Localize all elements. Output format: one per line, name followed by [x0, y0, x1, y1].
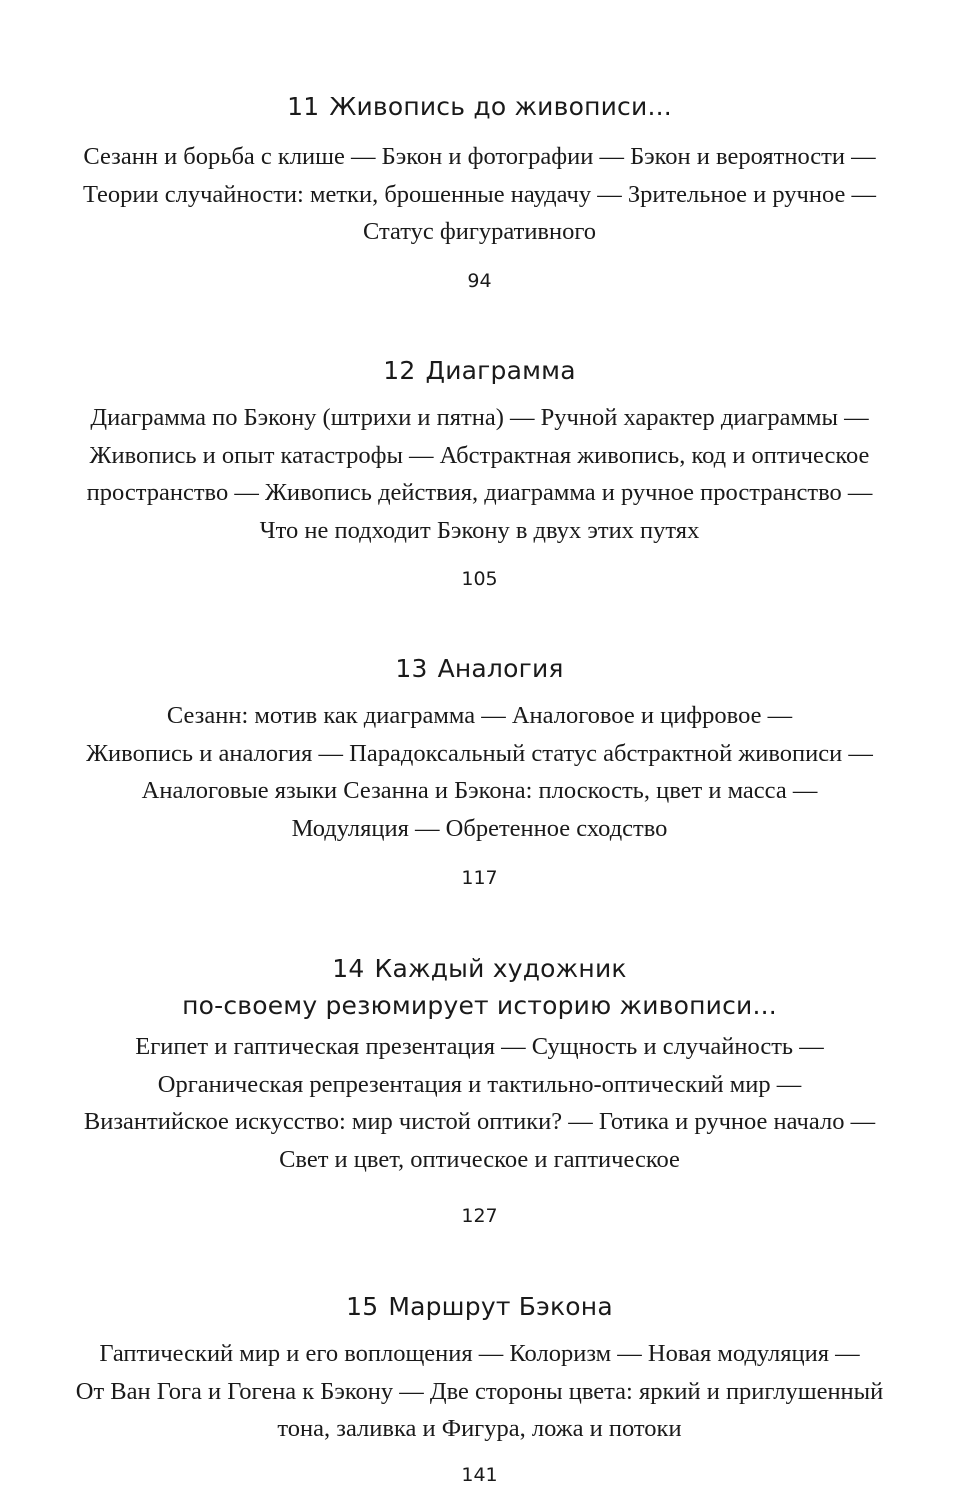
chapter-title [40, 88, 919, 125]
chapter-number: 14 [332, 954, 365, 983]
chapter-summary [40, 399, 919, 549]
summary-line: Живопись и опыт катастрофы — Абстрактная живопись, код и оптическое [89, 441, 870, 469]
chapter-summary [40, 697, 919, 847]
chapter-14 [40, 950, 919, 1178]
summary-line: Органическая репрезентация и тактильно-оптический мир — [157, 1070, 802, 1098]
summary-line: Свет и цвет, оптическое и гаптическое [279, 1145, 680, 1173]
chapter-number: 13 [395, 654, 428, 683]
summary-line: пространство — Живопись действия, диаграмма и ручное пространство — [86, 479, 873, 506]
chapter-summary [40, 1335, 919, 1448]
chapter-title [40, 650, 919, 687]
summary-line: Византийское искусство: мир чистой оптики? — Готика и ручное начало — [83, 1108, 876, 1135]
chapter-title-text: по-своему резюмирует историю живописи... [182, 991, 777, 1020]
summary-line: От Ван Гога и Гогена к Бэкону — Две стороны цвета: яркий и приглушенный [75, 1377, 884, 1405]
chapter-11 [40, 88, 919, 251]
chapter-12 [40, 352, 919, 549]
chapter-title-text: Диаграмма [425, 356, 576, 385]
chapter-number: 12 [383, 356, 416, 385]
summary-line: Живопись и аналогия — Парадоксальный статус абстрактной живописи — [86, 739, 873, 767]
chapter-number: 11 [287, 92, 320, 121]
page-number: 141 [461, 1464, 498, 1486]
summary-line: Что не подходит Бэкону в двух этих путях [259, 516, 700, 544]
chapter-title [40, 352, 919, 389]
page-number: 117 [461, 867, 498, 889]
chapter-13 [40, 650, 919, 847]
summary-line: Сезанн: мотив как диаграмма — Аналоговое и цифровое — [166, 702, 793, 729]
chapter-title [40, 950, 919, 1024]
summary-line: тона, заливка и Фигура, ложа и потоки [277, 1415, 682, 1442]
chapter-number: 15 [346, 1292, 379, 1321]
page-number: 94 [467, 270, 492, 292]
chapter-title-text: Маршрут Бэкона [388, 1292, 613, 1321]
summary-line: Аналоговые языки Сезанна и Бэкона: плоскость, цвет и масса — [141, 777, 818, 804]
summary-line: Теории случайности: метки, брошенные наудачу — Зрительное и ручное — [82, 180, 877, 208]
summary-line: Статус фигуративного [362, 218, 597, 245]
chapter-title-text: Живопись до живописи... [329, 92, 672, 121]
page-number: 127 [461, 1205, 498, 1227]
page-number: 105 [461, 568, 498, 590]
summary-line: Диаграмма по Бэкону (штрихи и пятна) — Ручной характер диаграммы — [90, 404, 869, 431]
chapter-summary [40, 1028, 919, 1178]
chapter-summary [40, 138, 919, 251]
summary-line: Модуляция — Обретенное сходство [291, 814, 668, 842]
summary-line: Египет и гаптическая презентация — Сущность и случайность — [135, 1033, 824, 1060]
summary-line: Гаптический мир и его воплощения — Колоризм — Новая модуляция — [99, 1340, 860, 1367]
chapter-title-text: Каждый художник [374, 954, 627, 983]
chapter-title-text: Аналогия [437, 654, 564, 683]
chapter-title [40, 1288, 919, 1325]
chapter-15 [40, 1288, 919, 1448]
summary-line: Сезанн и борьба с клише — Бэкон и фотографии — Бэкон и вероятности — [83, 143, 876, 170]
